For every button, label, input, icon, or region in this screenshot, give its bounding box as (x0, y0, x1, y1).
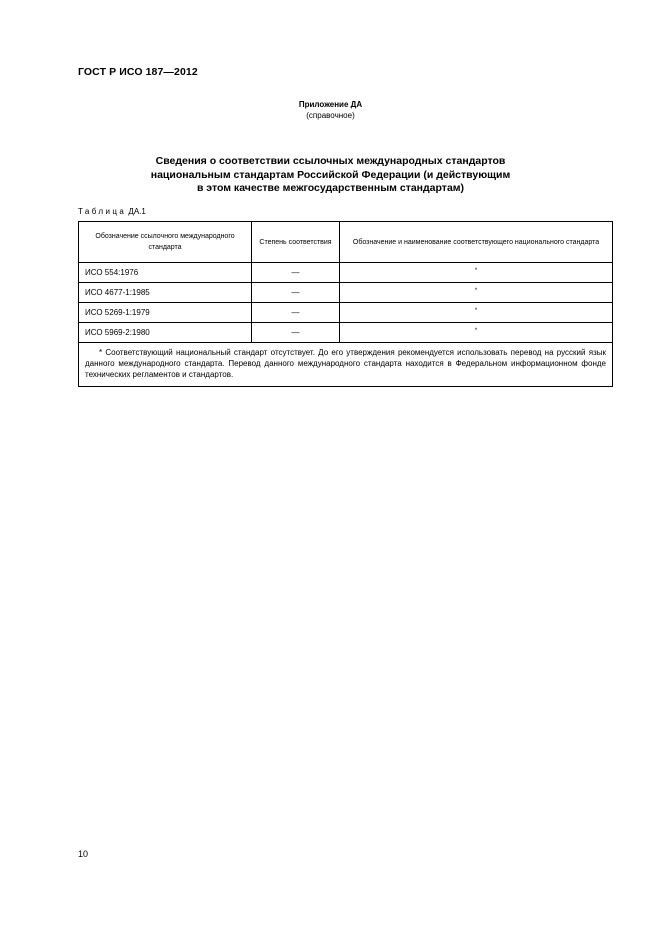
section-title (0, 155, 661, 196)
column-header-national: Обозначение и наименование соответствующего национального стандарта (340, 222, 613, 263)
footnote-mark: * (474, 288, 478, 294)
table-header-row (79, 222, 613, 263)
appendix-heading (0, 99, 661, 121)
cell-standard: ИСО 4677-1:1985 (79, 283, 252, 303)
table-caption-word: Таблица (78, 207, 127, 216)
cell-standard: ИСО 554:1976 (79, 263, 252, 283)
page-number: 10 (78, 849, 89, 859)
table-caption (78, 207, 146, 216)
section-title-line: Сведения о соответствии ссылочных международных стандартов (155, 155, 506, 167)
cell-national (340, 263, 613, 283)
cell-national (340, 303, 613, 323)
cell-degree: — (252, 283, 340, 303)
table-footnote (79, 343, 613, 387)
appendix-subtitle: (справочное) (306, 111, 355, 120)
cell-national (340, 283, 613, 303)
section-title-line: в этом качестве межгосударственным стандартам) (196, 182, 465, 194)
cell-degree: — (252, 303, 340, 323)
table-row (79, 263, 613, 283)
footnote-mark: * (474, 308, 478, 314)
cell-standard: ИСО 5269-1:1979 (79, 303, 252, 323)
column-header-degree: Степень соответствия (252, 222, 340, 263)
table-row (79, 303, 613, 323)
footnote-mark: * (474, 328, 478, 334)
table-caption-id: ДА.1 (128, 207, 146, 216)
cell-standard: ИСО 5969-2:1980 (79, 323, 252, 343)
correspondence-table (78, 221, 613, 387)
section-title-line: национальным стандартам Российской Федерации (и действующим (150, 168, 511, 181)
cell-national (340, 323, 613, 343)
table-row (79, 323, 613, 343)
cell-degree: — (252, 323, 340, 343)
column-header-standard: Обозначение ссылочного международного стандарта (79, 222, 252, 263)
footnote-mark: * (474, 268, 478, 274)
cell-degree: — (252, 263, 340, 283)
table-footnote-row (79, 343, 613, 387)
table-footnote-text: * Соответствующий национальный стандарт отсутствует. До его утверждения рекомендуется использовать перевод на русский язык данного международного стандарта. Перевод данного международного стандарта находится в Федеральном информационном фонде технических регламентов и стандартов. (85, 348, 606, 380)
table-row (79, 283, 613, 303)
appendix-title: Приложение ДА (298, 100, 363, 109)
document-code: ГОСТ Р ИСО 187—2012 (78, 66, 198, 78)
